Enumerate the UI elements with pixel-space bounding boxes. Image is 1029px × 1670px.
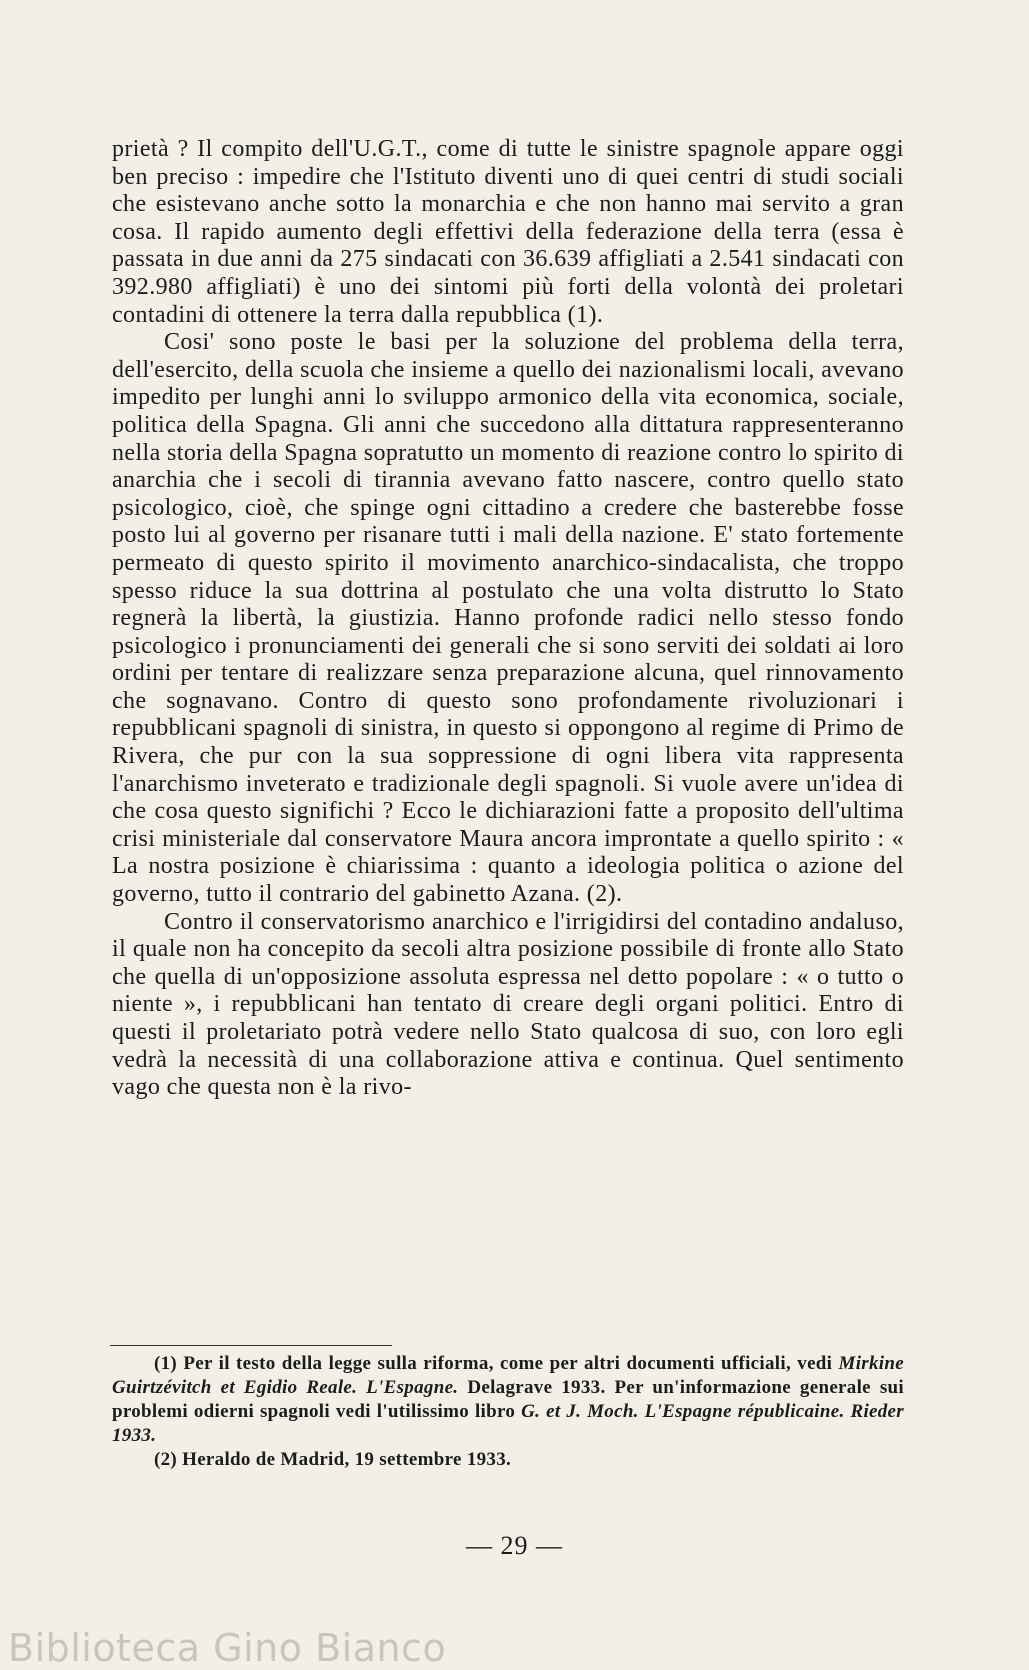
footnote-text: Per il testo della legge sulla riforma, come per altri documenti ufficiali, vedi [183, 1353, 833, 1374]
footnote-text: Delagrave 1933. Per un'informazione generale sui problemi odierni spagnoli vedi l'utilissimo libro [112, 1377, 904, 1422]
page-number: — 29 — [466, 1531, 563, 1560]
footnote-authors: Mirkine Guirtzévitch et Egidio Reale. [112, 1353, 904, 1398]
footnote-marker: (2) [154, 1449, 178, 1470]
footnote-publisher: Rieder 1933. [112, 1401, 904, 1446]
paragraph: prietà ? Il compito dell'U.G.T., come di tutte le sinistre spagnole appare oggi ben preciso : impedire che l'Istituto diventi uno di quei centri di studi sociali che esistevano anche sotto la monarchia e che non hanno mai servito a gran cosa. Il rapido aumento degli effettivi della federazione della terra (essa è passata in due anni da 275 sindacati con 36.639 affigliati a 2.541 sindacati con 392.980 affigliati) è uno dei sintomi più forti della volontà dei proletari contadini di ottenere la terra dalla repubblica (1). [112, 136, 904, 328]
footnote-2 [112, 1448, 904, 1472]
footnote-title: L'Espagne républicaine. [644, 1401, 845, 1422]
footnote-authors: G. et J. Moch. [521, 1401, 639, 1422]
footnote-1 [112, 1352, 904, 1448]
footnote-divider [110, 1345, 392, 1346]
footnotes [112, 1352, 904, 1472]
paragraph: Cosi' sono poste le basi per la soluzione del problema della terra, dell'esercito, della scuola che insieme a quello dei nazionalismi locali, avevano impedito per lunghi anni lo sviluppo armonico della vita economica, sociale, politica della Spagna. Gli anni che succedono alla dittatura rappresenteranno nella storia della Spagna sopratutto un momento di reazione contro lo spirito di anarchia che i secoli di tirannia avevano fatto nascere, contro quello stato psicologico, cioè, che spinge ogni cittadino a credere che basterebbe fosse posto lui al governo per risanare tutti i mali della nazione. E' stato fortemente permeato di questo spirito il movimento anarchico-sindacalista, che troppo spesso riduce la sua dottrina al postulato che una volta distrutto lo Stato regnerà la libertà, la giustizia. Hanno profonde radici nello stesso fondo psicologico i pronunciamenti dei generali che si sono serviti dei soldati ai loro ordini per tentare di realizzare senza preparazione alcuna, quel rinnovamento che sognavano. Contro di questo sono profondamente rivoluzionari i repubblicani spagnoli di sinistra, in questo si oppongono al regime di Primo de Rivera, che pur con la sua soppressione di ogni libera vita rappresenta l'anarchismo inveterato e tradizionale degli spagnoli. Si vuole avere un'idea di che cosa questo significhi ? Ecco le dichiarazioni fatte a proposito dell'ultima crisi ministeriale dal conservatore Maura ancora improntate a quello spirito : « La nostra posizione è chiarissima : quanto a ideologia politica o azione del governo, tutto il contrario del gabinetto Azana. (2). [112, 329, 904, 908]
footnote-title: L'Espagne. [366, 1377, 459, 1398]
paragraph: Contro il conservatorismo anarchico e l'irrigidirsi del contadino andaluso, il quale non ha concepito da secoli altra posizione possibile di fronte allo Stato che quella di un'opposizione assoluta espressa nel detto popolare : « o tutto o niente », i repubblicani han tentato di creare degli organi politici. Entro di questi il proletariato potrà vedere nello Stato qualcosa di suo, con loro egli vedrà la necessità di una collaborazione attiva e continua. Quel sentimento vago che questa non è la rivo- [112, 908, 904, 1101]
body-text [112, 136, 904, 1102]
watermark: Biblioteca Gino Bianco [8, 1626, 447, 1670]
footnote-text: Heraldo de Madrid, 19 settembre 1933. [182, 1449, 512, 1470]
footnote-marker: (1) [154, 1353, 178, 1374]
